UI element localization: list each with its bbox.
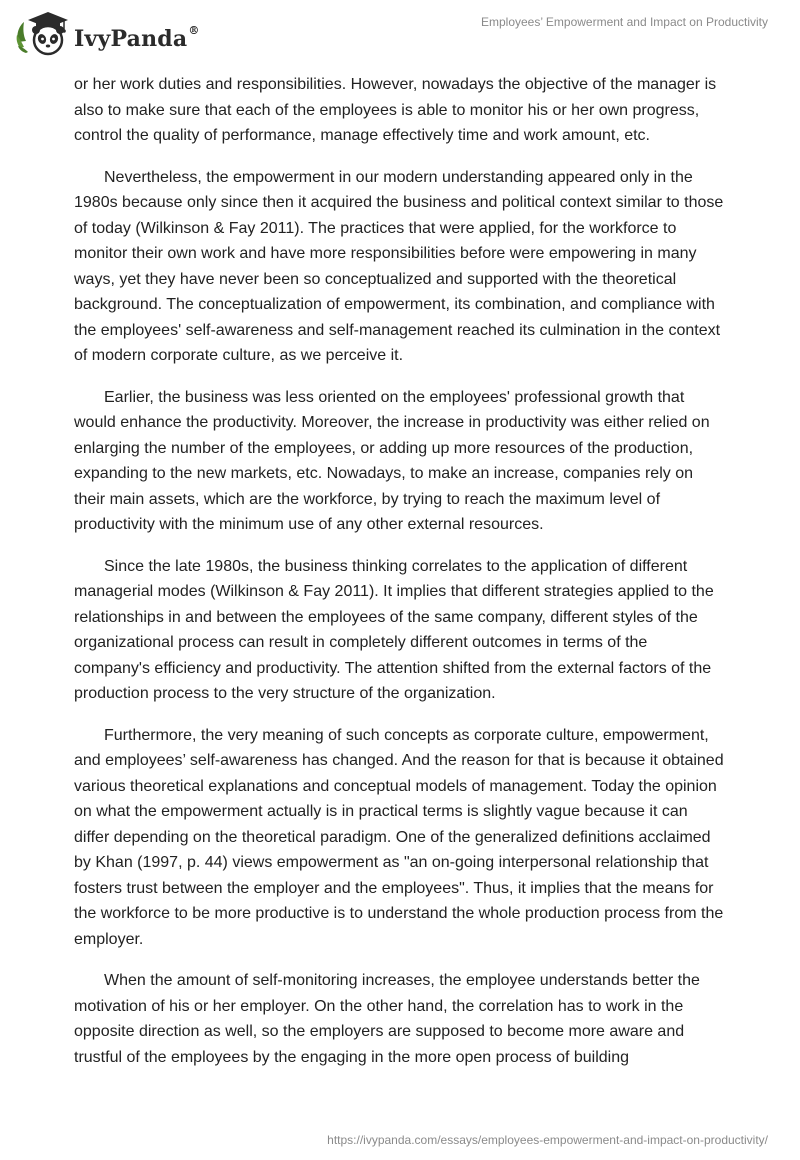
document-title: Employees’ Empowerment and Impact on Productivity xyxy=(480,15,768,29)
paragraph: or her work duties and responsibilities. However, nowadays the objective of the manager is also to make sure that each of the employees is able to monitor his or her own progress, control the quality of performance, manage effectively time and work amount, etc. xyxy=(74,76,717,144)
panda-logo-icon xyxy=(14,8,70,58)
paragraph: Earlier, the business was less oriented on the employees' professional growth that would enhance the productivity. Moreover, the increase in productivity was either relied on enlarging the number of the employees, or adding up more resources of the production, expanding to the new markets, etc. Nowadays, to make an increase, companies rely on their main assets, which are the workforce, by trying to reach the maximum level of productivity with the minimum use of any other external resources. xyxy=(74,388,710,533)
paragraph: Furthermore, the very meaning of such concepts as corporate culture, empowerment, and employees’ self-awareness has changed. And the reason for that is because it obtained various theoretical explanations and conceptual models of management. Today the opinion on what the empowerment actually is in practical terms is slightly vague because it can differ depending on the theoretical paradigm. One of the generalized definitions acclaimed by Khan (1997, p. 44) views empowerment as "an on-going interpersonal relationship that fosters trust between the employer and the employees". Thus, it implies that the means for the workforce to be more productive is to understand the whole production process from the employer. xyxy=(74,726,724,948)
essay-body xyxy=(74,72,724,1086)
paragraph: When the amount of self-monitoring increases, the employee understands better the motivation of his or her employer. On the other hand, the correlation has to work in the opposite direction as well, so the employers are supposed to become more aware and trustful of the employees by the engaging in the more open process of building xyxy=(74,972,700,1066)
registered-mark: ® xyxy=(188,24,200,37)
brand-text: IvyPanda xyxy=(74,26,188,52)
ivypanda-logo[interactable] xyxy=(14,8,200,58)
paragraph: Since the late 1980s, the business thinking correlates to the application of different managerial modes (Wilkinson & Fay 2011). It implies that different strategies applied to the relationships in and between the employees of the same company, different styles of the organizational process can result in completely different outcomes in terms of the company's efficiency and productivity. The attention shifted from the external factors of the production process to the very structure of the organization. xyxy=(74,557,714,702)
source-url-link[interactable]: https://ivypanda.com/essays/employees-empowerment-and-impact-on-productivity/ xyxy=(327,1133,768,1147)
paragraph: Nevertheless, the empowerment in our modern understanding appeared only in the 1980s because only since then it acquired the business and political context similar to those of today (Wilkinson & Fay 2011). The practices that were applied, for the workforce to monitor their own work and have more responsibilities before were empowering in many ways, yet they have never been so conceptualized and supported with the theoretical background. The conceptualization of empowerment, its combination, and compliance with the employees' self-awareness and self-management reached its culmination in the context of modern corporate culture, as we perceive it. xyxy=(74,168,724,364)
page-header xyxy=(0,0,800,66)
brand-name xyxy=(74,26,200,52)
